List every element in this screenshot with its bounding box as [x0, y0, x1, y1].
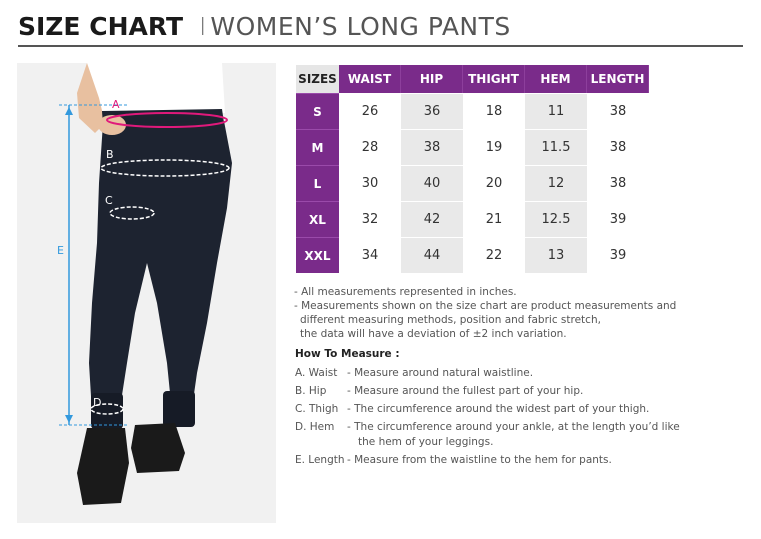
- table-cell: 39: [587, 201, 649, 237]
- table-row: [296, 201, 649, 237]
- title-separator: I: [199, 12, 207, 41]
- table-cell: 32: [339, 201, 401, 237]
- note-line: - All measurements represented in inches.: [294, 286, 517, 298]
- row-size: S: [296, 93, 339, 129]
- table-cell: 12.5: [525, 201, 587, 237]
- page-title: SIZE CHART: [18, 12, 184, 41]
- table-cell: 39: [587, 237, 649, 273]
- shoe-right: [131, 423, 185, 473]
- measure-desc: - The circumference around the widest part of your thigh.: [347, 403, 650, 415]
- note-line: different measuring methods, position and fabric stretch,: [300, 314, 601, 326]
- list-item: [295, 420, 755, 450]
- measure-desc-continued: the hem of your leggings.: [358, 436, 494, 448]
- table-cell: 40: [401, 165, 463, 201]
- table-row: [296, 165, 649, 201]
- table-header-row: [296, 65, 649, 93]
- table-cell: 34: [339, 237, 401, 273]
- row-size: XL: [296, 201, 339, 237]
- table-cell: 22: [463, 237, 525, 273]
- measure-desc: - Measure around natural waistline.: [347, 367, 534, 379]
- shoe-left: [77, 428, 129, 505]
- shirt-shape: [87, 63, 225, 115]
- table-cell: 38: [587, 129, 649, 165]
- measure-label: C. Thigh: [295, 403, 339, 415]
- label-c: C: [105, 194, 113, 207]
- measure-desc: - The circumference around your ankle, at the length you’d like: [347, 421, 680, 433]
- measure-desc: - Measure from the waistline to the hem for pants.: [347, 454, 612, 466]
- col-header: THIGHT: [463, 65, 525, 93]
- pants-illustration: [17, 63, 276, 523]
- table-cell: 18: [463, 93, 525, 129]
- table-cell: 44: [401, 237, 463, 273]
- cuff-right: [163, 391, 195, 427]
- how-to-list: [295, 366, 755, 471]
- size-table: [296, 65, 649, 273]
- table-cell: 28: [339, 129, 401, 165]
- table-cell: 13: [525, 237, 587, 273]
- label-b: B: [106, 148, 114, 161]
- how-to-title: How To Measure :: [295, 348, 400, 360]
- page-subtitle: WOMEN’S LONG PANTS: [210, 12, 511, 41]
- table-cell: 38: [587, 165, 649, 201]
- table-cell: 21: [463, 201, 525, 237]
- pants-shape: [89, 121, 232, 413]
- col-header: LENGTH: [587, 65, 649, 93]
- table-corner: SIZES: [296, 65, 339, 93]
- model-photo: [17, 63, 276, 523]
- table-cell: 36: [401, 93, 463, 129]
- page-header: [18, 12, 511, 44]
- table-cell: 38: [401, 129, 463, 165]
- row-size: M: [296, 129, 339, 165]
- table-cell: 12: [525, 165, 587, 201]
- table-row: [296, 129, 649, 165]
- table-cell: 38: [587, 93, 649, 129]
- col-header: WAIST: [339, 65, 401, 93]
- list-item: [295, 384, 755, 399]
- measure-label: E. Length: [295, 454, 345, 466]
- table-row: [296, 93, 649, 129]
- measurement-notes: [294, 285, 734, 341]
- note-line: the data will have a deviation of ±2 inch variation.: [300, 328, 567, 340]
- table-row: [296, 237, 649, 273]
- label-e: E: [57, 244, 64, 257]
- list-item: [295, 402, 755, 417]
- table-cell: 11: [525, 93, 587, 129]
- table-cell: 42: [401, 201, 463, 237]
- measure-label: D. Hem: [295, 421, 335, 433]
- note-line: - Measurements shown on the size chart are product measurements and: [294, 300, 677, 312]
- label-d: D: [93, 396, 102, 409]
- row-size: XXL: [296, 237, 339, 273]
- col-header: HEM: [525, 65, 587, 93]
- table-cell: 26: [339, 93, 401, 129]
- measure-desc: - Measure around the fullest part of your hip.: [347, 385, 584, 397]
- table-cell: 11.5: [525, 129, 587, 165]
- table-cell: 19: [463, 129, 525, 165]
- measure-label: B. Hip: [295, 385, 327, 397]
- list-item: [295, 453, 755, 468]
- list-item: [295, 366, 755, 381]
- col-header: HIP: [401, 65, 463, 93]
- table-cell: 30: [339, 165, 401, 201]
- measure-label: A. Waist: [295, 367, 338, 379]
- table-cell: 20: [463, 165, 525, 201]
- header-divider: [18, 45, 743, 47]
- label-a: A: [112, 98, 120, 111]
- row-size: L: [296, 165, 339, 201]
